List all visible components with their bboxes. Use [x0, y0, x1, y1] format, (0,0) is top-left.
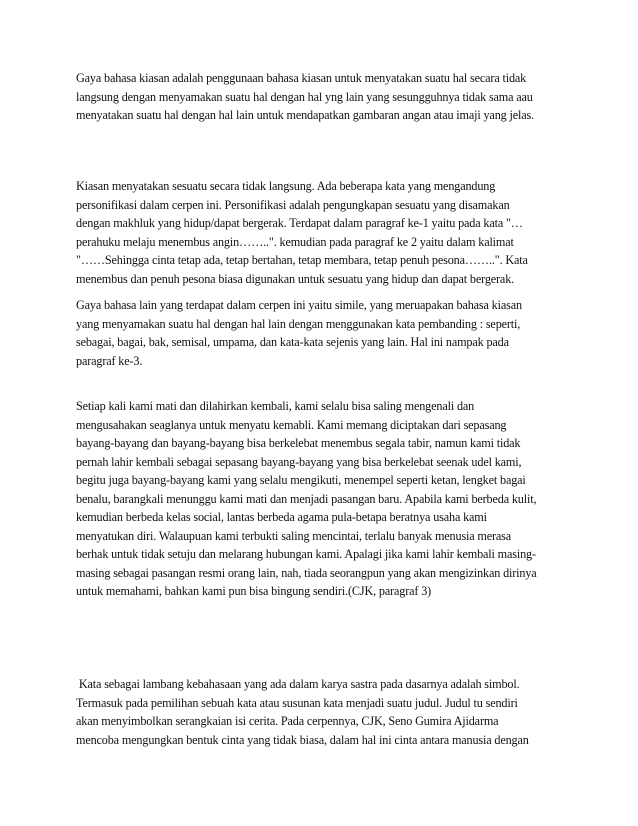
text-line: paragraf ke-3. [76, 353, 143, 368]
text-line: menembus dan penuh pesona biasa digunakan untuk sesuatu yang hidup dan dapat bergerak. [76, 271, 515, 286]
text-line: mencoba mengungkan bentuk cinta yang tidak biasa, dalam hal ini cinta antara manusia dengan [76, 732, 529, 747]
text-line: untuk memahami, bahkan kami pun bisa bingung sendiri.(CJK, paragraf 3) [76, 584, 432, 598]
text-line: yang menyamakan suatu hal dengan hal lain dengan menggunakan kata pembanding : seperti, [76, 316, 521, 331]
text-line: begitu juga bayang-bayang kami yang selalu mengikuti, menempel seperti ketan, lengket bagai [76, 473, 526, 487]
text-line: Termasuk pada pemilihan sebuah kata atau susunan kata menjadi suatu judul. Judul tu sendiri [76, 695, 518, 710]
paragraph-5 [76, 675, 576, 749]
text-line: "……Sehingga cinta tetap ada, tetap bertahan, tetap membara, tetap penuh pesona……..". Kata [76, 253, 528, 267]
text-line: masing sebagai pasangan resmi orang lain, nah, tiada seorangpun yang akan mengizinkan dirinya [76, 565, 537, 580]
text-line: benalu, barangkali menunggu kami mati dan menjadi pasangan baru. Apabila kami berbeda kulit, [76, 491, 537, 506]
paragraph-3 [76, 296, 576, 370]
text-line: berhak untuk tidak setuju dan melarang hubungan kami. Apalagi jika kami lahir kembali masing- [76, 547, 536, 561]
text-line: Gaya bahasa kiasan adalah penggunaan bahasa kiasan untuk menyatakan suatu hal secara tidak [76, 71, 527, 85]
text-line: Kiasan menyatakan sesuatu secara tidak langsung. Ada beberapa kata yang mengandung [76, 179, 496, 193]
text-line: mengusahakan seaglanya untuk menyatu kemabli. Kami memang diciptakan dari sepasang [76, 417, 507, 432]
quoted-passage [76, 397, 576, 601]
text-line: Kata sebagai lambang kebahasaan yang ada dalam karya sastra pada dasarnya adalah simbol. [76, 677, 520, 691]
text-line: menyatukan diri. Walaupuan kami terbukti saling mencintai, terlalu banyak menusia merasa [76, 528, 512, 543]
paragraph-2 [76, 177, 576, 288]
text-line: bayang-bayang dan bayang-bayang bisa berkelebat menembus segala tabir, namun kami tidak [76, 436, 521, 450]
text-line: Gaya bahasa lain yang terdapat dalam cerpen ini yaitu simile, yang meruapakan bahasa kiasan [76, 298, 522, 312]
text-line: sebagai, bagai, bak, semisal, umpama, dan kata-kata sejenis yang lain. Hal ini nampak pada [76, 335, 509, 349]
text-line: personifikasi dalam cerpen ini. Personifikasi adalah pengungkapan sesuatu yang disamakan [76, 197, 510, 212]
paragraph-1 [76, 69, 576, 125]
text-line: pernah lahir kembali sebagai sepasang bayang-bayang yang bisa berkelebat seenak udel kami, [76, 454, 522, 469]
text-line: Setiap kali kami mati dan dilahirkan kembali, kami selalu bisa saling mengenali dan [76, 399, 475, 413]
text-line: langsung dengan menyamakan suatu hal dengan hal yng lain yang sesungguhnya tidak sama aau [76, 89, 533, 104]
text-line: kemudian berbeda kelas social, lantas berbeda agama pula-betapa beratnya usaha kami [76, 510, 487, 524]
text-line: dengan makhluk yang hidup/dapat bergerak. Terdapat dalam paragraf ke-1 yaitu pada kata "… [76, 216, 523, 230]
text-line: perahuku melaju menembus angin……..". kemudian pada paragraf ke 2 yaitu dalam kalimat [76, 234, 514, 249]
text-line: menyatakan suatu hal dengan hal lain untuk mendapatkan gambaran angan atau imaji yang jelas. [76, 108, 534, 122]
text-line: akan menyimbolkan serangkaian isi cerita. Pada cerpennya, CJK, Seno Gumira Ajidarma [76, 714, 499, 728]
